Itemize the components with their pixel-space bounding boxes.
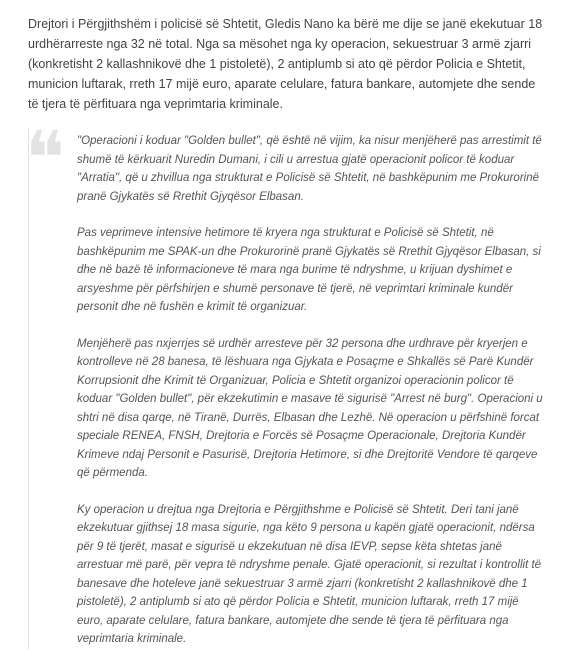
quote-paragraph-3: Menjëherë pas nxjerrjes së urdhër arresteve për 32 persona dhe urdhrave për kryerjen e kontrolleve në 28 banesa, të lëshuara nga Gjykata e Posaçme e Shkallës së Parë Kundër Korrupsionit dhe Krimit të Organizuar, Policia e Shtetit organizoi operacionin policor të koduar "Golden bullet", për ekzekutimin e masave të sigurisë "Arrest në burg". Operacioni u shtri në disa qarqe, në Tiranë, Durrës, Elbasan dhe Lezhë. Në operacion u përfshinë forcat speciale RENEA, FNSH, Drejtoria e Forcës së Posaçme Operacionale, Drejtoria Kundër Krimeve ndaj Personit e Pasurisë, Drejtoria Hetimore, si dhe Drejtoritë Vendore të qarqeve që përmenda.	[77, 337, 543, 479]
quote-paragraph-4: Ky operacion u drejtua nga Drejtoria e Përgjithshme e Policisë së Shtetit. Deri tani janë ekzekutuar gjithsej 18 masa sigurie, nga këto 9 persona u kapën gjatë operacionit, ndërsa për 9 të tjerët, masat e sigurisë u ekzekutuan në disa IEVP, sepse këta shtetas janë arrestuar më parë, për vepra të ndryshme penale. Gjatë operacionit, si rezultat i kontrollit të banesave dhe hoteleve janë sekuestruar 3 armë zjarri (konkretisht 2 kallashnikovë dhe 1 pistoletë), 2 antiplumb si ato që përdor Policia e Shtetit, municion luftarak, rreth 17 mijë euro, aparate celulare, fatura bankare, automjete dhe sende të tjera të përfituara nga veprimtaria kriminale.	[77, 503, 542, 645]
article-body	[25, 14, 544, 667]
intro-paragraph: Drejtori i Përgjithshëm i policisë së Shtetit, Gledis Nano ka bërë me dije se janë ekekutuar 18 urdhërarreste nga 32 në total. Nga sa mësohet nga ky operacion, sekuestruar 3 armë zjarri (konkretisht 2 kallashnikovë dhe 1 pistoletë), 2 antiplumb si ato që përdor Policia e Shtetit, municion luftarak, rreth 17 mijë euro, aparate celulare, fatura bankare, automjete dhe sende të tjera të përfituara nga veprimtaria kriminale.	[28, 17, 543, 111]
blockquote	[25, 116, 544, 649]
quote-paragraph-1: "Operacioni i koduar "Golden bullet", që është në vijim, ka nisur menjëherë pas arrestimit të shumë të kërkuarit Nuredin Dumani, i cili u arrestua gjatë operacionit policor të koduar "Arratia", që u zhvillua nga strukturat e Policisë së Shtetit, në bashkëpunim me Prokurorinë pranë Gjykatës së Rrethit Gjyqësor Elbasan.	[77, 135, 542, 203]
quote-paragraph-2: Pas veprimeve intensive hetimore të kryera nga strukturat e Policisë së Shtetit, në bashkëpunim me SPAK-un dhe Prokurorinë pranë Gjykatës së Rrethit Gjyqësor Elbasan, si dhe në bazë të informacioneve të mara nga burime të ndryshme, u krijuan dyshimet e arsyeshme për përfshirjen e shumë personave të tjerë, në veprimtari kriminale kundër personit dhe në fushën e krimit të organizuar.	[77, 227, 541, 313]
quote-mark-icon: ❝	[25, 116, 65, 202]
